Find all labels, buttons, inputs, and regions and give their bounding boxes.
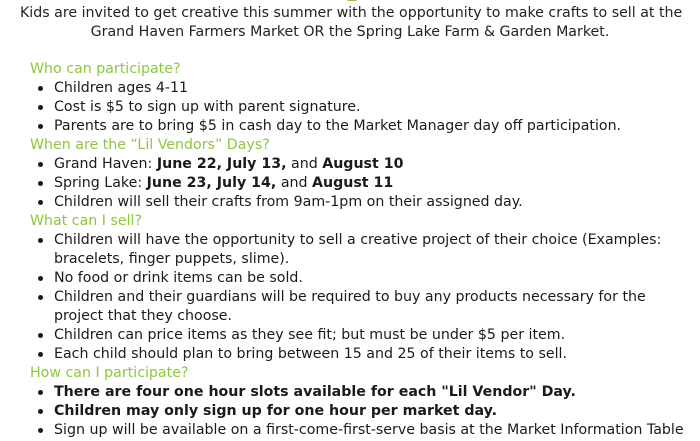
intro-line-1: Kids are invited to get creative this summer with the opportunity to make crafts to sell at the (20, 5, 683, 21)
list-item: Children ages 4-11 (30, 79, 690, 98)
bullet-icon (38, 409, 43, 414)
intro-paragraph (20, 4, 683, 42)
grand-haven-last-date: August 10 (322, 156, 404, 172)
bullet-icon (38, 181, 43, 186)
content (30, 60, 690, 440)
list-item: Sign up will be available on a first-come-first-serve basis at the Market Information Table (30, 421, 690, 440)
list-who (30, 79, 690, 136)
heading-what: What can I sell? (30, 213, 143, 229)
spring-lake-dates: June 23, July 14, (146, 175, 277, 191)
bullet-icon (38, 162, 43, 167)
list-item-spring-lake (30, 174, 690, 193)
bullet-icon (38, 86, 43, 91)
bullet-icon (38, 352, 43, 357)
grand-haven-label: Grand Haven: (54, 156, 157, 172)
bullet-icon (38, 200, 43, 205)
list-item: Children may only sign up for one hour per market day. (30, 402, 690, 421)
grand-haven-dates: June 22, July 13, (156, 156, 287, 172)
bullet-icon (38, 105, 43, 110)
list-item: There are four one hour slots available for each "Lil Vendor" Day. (30, 383, 690, 402)
bullet-icon (38, 428, 43, 433)
list-item: Parents are to bring $5 in cash day to the Market Manager day off participation. (30, 117, 690, 136)
list-item: Children can price items as they see fit; but must be under $5 per item. (30, 326, 690, 345)
list-when (30, 155, 690, 212)
bullet-icon (38, 238, 43, 243)
list-item: Cost is $5 to sign up with parent signature. (30, 98, 690, 117)
bullet-icon (38, 390, 43, 395)
list-item: Children will sell their crafts from 9am-1pm on their assigned day. (30, 193, 690, 212)
bullet-icon (38, 124, 43, 129)
list-item: No food or drink items can be sold. (30, 269, 690, 288)
intro-line-2: Grand Haven Farmers Market OR the Spring Lake Farm & Garden Market. (90, 24, 610, 40)
heading-when: When are the “Lil Vendors” Days? (30, 137, 270, 153)
heading-who: Who can participate? (30, 61, 181, 77)
spring-lake-and: and (276, 175, 313, 191)
bullet-icon (38, 276, 43, 281)
spring-lake-label: Spring Lake: (54, 175, 147, 191)
list-how (30, 383, 690, 440)
heading-how: How can I participate? (30, 365, 189, 381)
list-item: Children will have the opportunity to sell a creative project of their choice (Examples: bracelets, finger puppets, slime). (30, 231, 690, 269)
list-what (30, 231, 690, 364)
bullet-icon (38, 333, 43, 338)
title-fragment (346, 0, 358, 1)
bullet-icon (38, 295, 43, 300)
list-item: Children and their guardians will be required to buy any products necessary for the project that they choose. (30, 288, 690, 326)
grand-haven-and: and (286, 156, 323, 172)
spring-lake-last-date: August 11 (312, 175, 394, 191)
list-item-grand-haven (30, 155, 690, 174)
list-item: Each child should plan to bring between 15 and 25 of their items to sell. (30, 345, 690, 364)
